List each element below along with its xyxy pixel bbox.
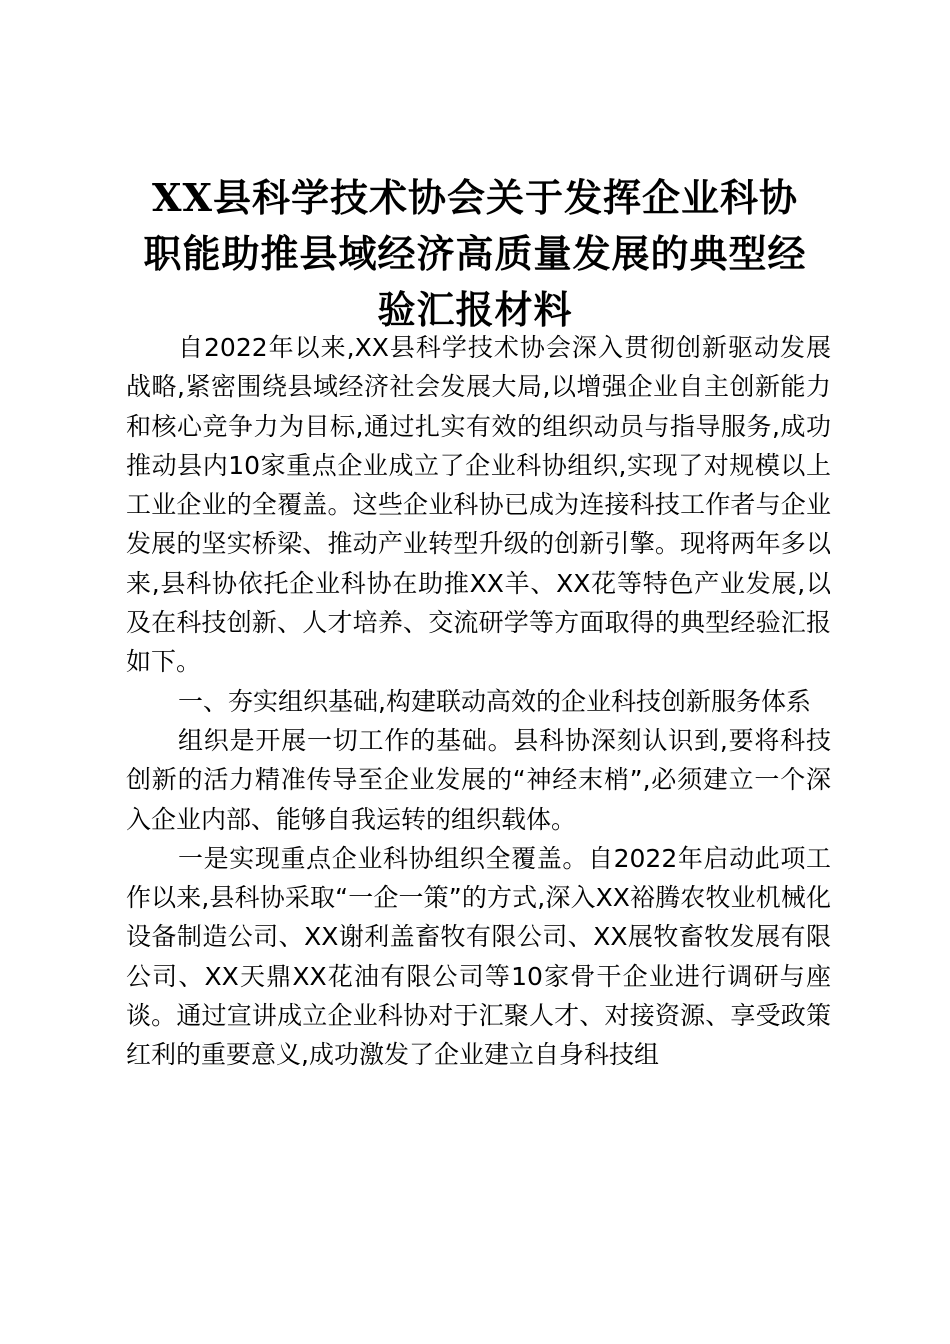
document-body [126, 328, 831, 1075]
title-line-2: 职能助推县域经济高质量发展的典型经 [143, 231, 807, 276]
paragraph-intro: 自2022年以来,XX县科学技术协会深入贯彻创新驱动发展战略,紧密围绕县域经济社会发展大局,以增强企业自主创新能力和核心竞争力为目标,通过扎实有效的组织动员与指导服务,成功推动县内10家重点企业成立了企业科协组织,实现了对规模以上工业企业的全覆盖。这些企业科协已成为连接科技工作者与企业发展的坚实桥梁、推动产业转型升级的创新引擎。现将两年多以来,县科协依托企业科协在助推XX羊、XX花等特色产业发展,以及在科技创新、人才培养、交流研学等方面取得的典型经验汇报如下。 [126, 333, 831, 677]
section-heading-1: 一、夯实组织基础,构建联动高效的企业科技创新服务体系 [178, 686, 811, 716]
paragraph-coverage: 一是实现重点企业科协组织全覆盖。自2022年启动此项工作以来,县科协采取“一企一策”的方式,深入XX裕腾农牧业机械化设备制造公司、XX谢利盖畜牧有限公司、XX展牧畜牧发展有限公司、XX天鼎XX花油有限公司等10家骨干企业进行调研与座谈。通过宣讲成立企业科协对于汇聚人才、对接资源、享受政策红利的重要意义,成功激发了企业建立自身科技组 [126, 843, 831, 1070]
paragraph-organization: 组织是开展一切工作的基础。县科协深刻认识到,要将科技创新的活力精准传导至企业发展的“神经末梢”,必须建立一个深入企业内部、能够自我运转的组织载体。 [126, 725, 831, 834]
document-title [110, 170, 840, 338]
title-line-3: 验汇报材料 [377, 287, 573, 332]
title-line-1: XX县科学技术协会关于发挥企业科协 [152, 175, 798, 220]
